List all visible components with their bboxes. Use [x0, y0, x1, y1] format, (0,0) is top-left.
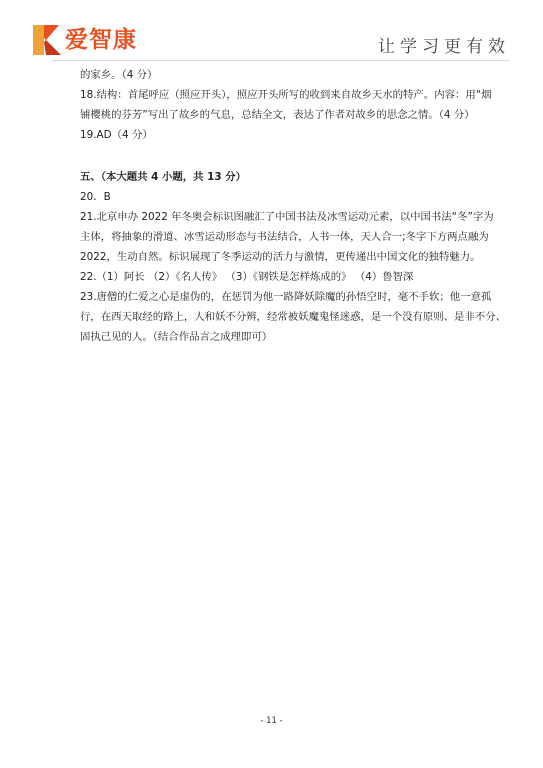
- answer-content: [80, 65, 507, 347]
- answer-19: 19.AD（4 分）: [80, 129, 153, 141]
- text-line: 行，在西天取经的路上，人和妖不分辨，经常被妖魔鬼怪迷惑，是一个没有原则、是非不分、: [80, 311, 507, 323]
- answer-20: 20．B: [80, 191, 111, 203]
- text-line: 铺樱桃的芬芳”写出了故乡的气息，总结全文，表达了作者对故乡的思念之情。（4 分）: [80, 109, 475, 121]
- text-line: 2022，生动自然。标识展现了冬季运动的活力与激情，更传递出中国文化的独特魅力。: [80, 251, 481, 263]
- brand-logo: [33, 24, 137, 56]
- header-divider: [52, 60, 510, 61]
- text-line: 固执己见的人。（结合作品言之成理即可）: [80, 331, 273, 343]
- answer-22: 22.（1）阿长 （2）《名人传》 （3）《钢铁是怎样炼成的》 （4）鲁智深: [80, 271, 414, 283]
- slogan: 让学习更有效: [378, 37, 510, 57]
- text-line: 的家乡。（4 分）: [80, 69, 158, 81]
- text-line: 主体，将抽象的滑道、冰雪运动形态与书法结合，人书一体，天人合一;冬字下方两点融为: [80, 231, 489, 243]
- brand-name: 爱智康: [65, 27, 137, 53]
- answer-18: 18.结构：首尾呼应（照应开头），照应开头所写的收到来自故乡天水的特产。内容：用“烟: [80, 89, 492, 101]
- page-header: [0, 0, 543, 60]
- page-number: - 11 -: [260, 716, 283, 726]
- brand-logo-icon: [33, 25, 61, 55]
- answer-23: 23.唐僧的仁爱之心是虚伪的，在惩罚为他一路降妖除魔的孙悟空时，毫不手软；他一意孤: [80, 291, 492, 303]
- answer-21: 21.北京申办 2022 年冬奥会标识图融汇了中国书法及冰雪运动元素，以中国书法“冬”字为: [80, 211, 494, 223]
- spacer: [80, 145, 480, 167]
- section-heading: 五、（本大题共 4 小题，共 13 分）: [80, 171, 247, 183]
